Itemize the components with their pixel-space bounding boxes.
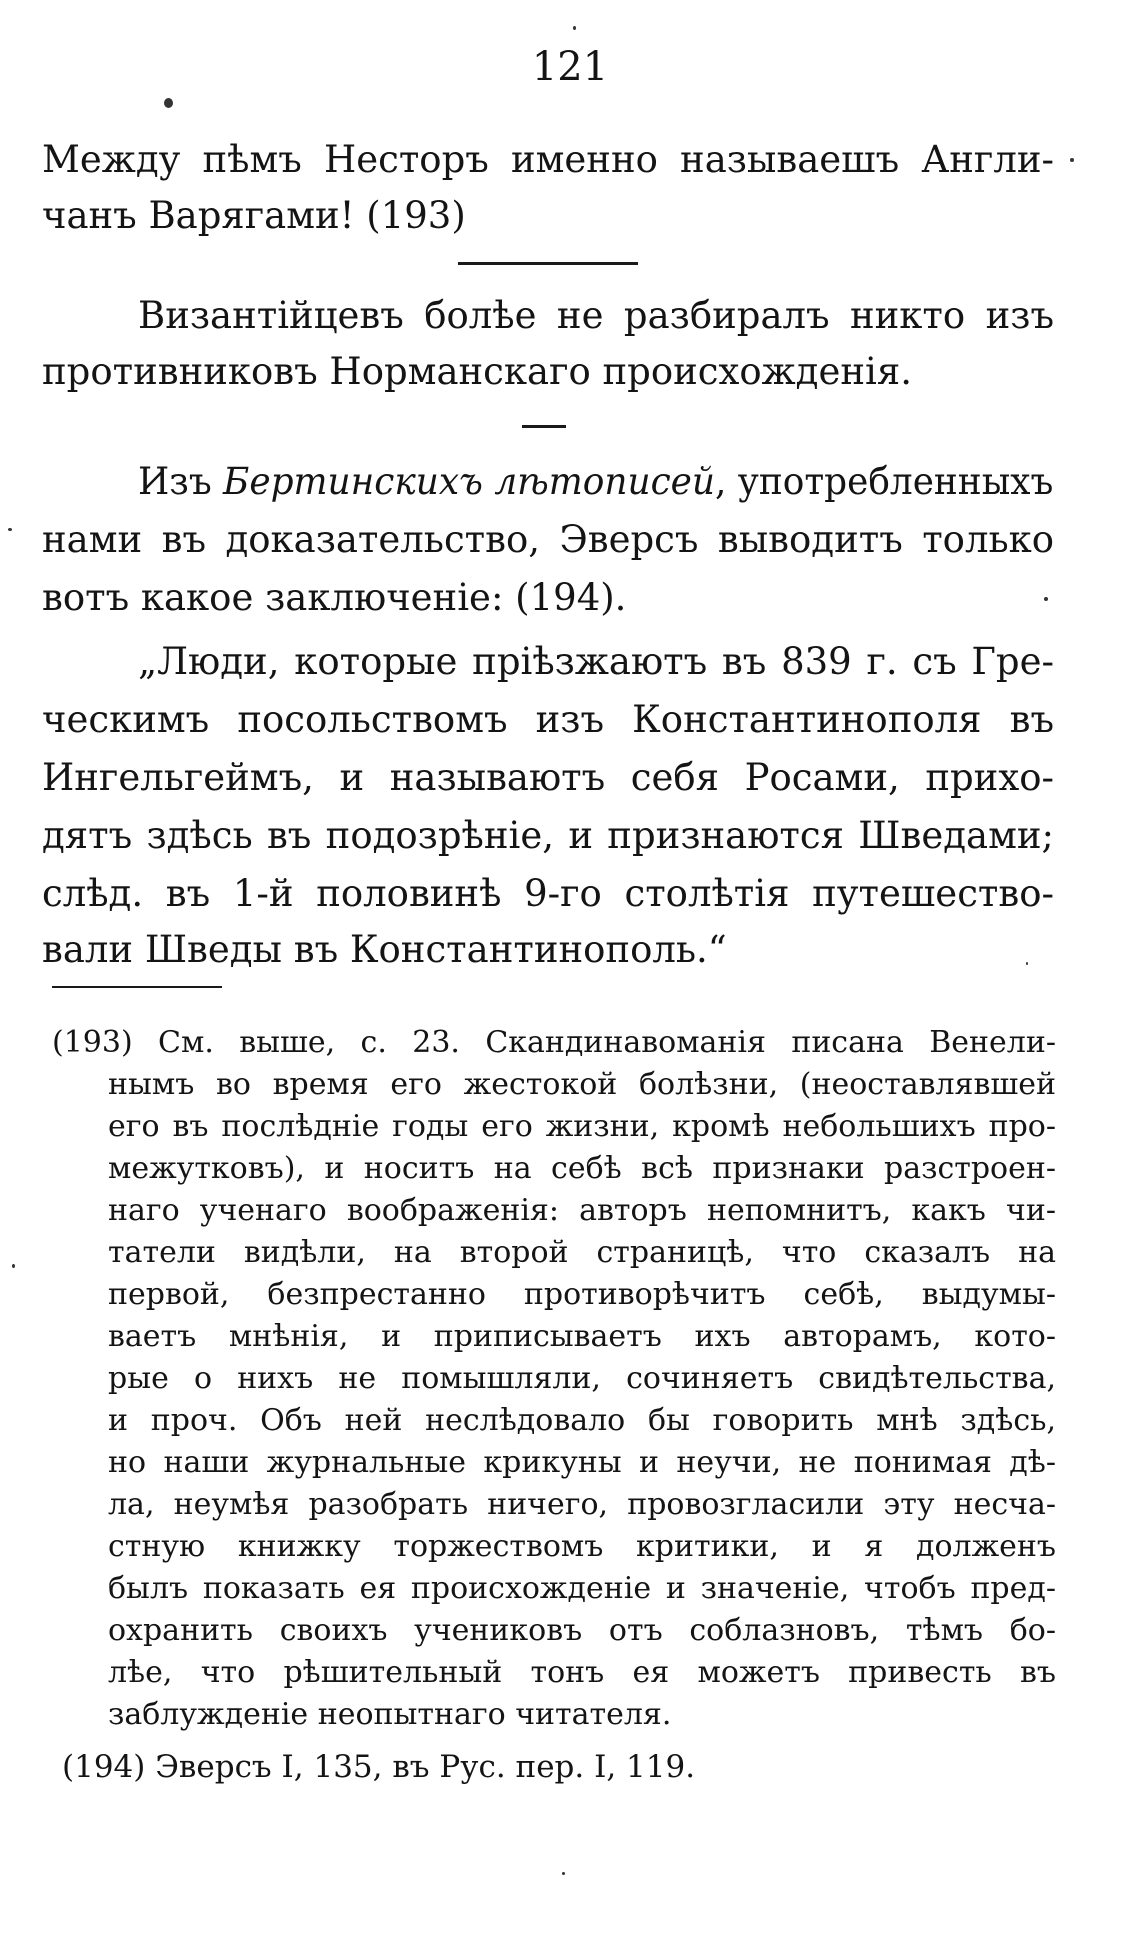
text-line: Ингельгеймъ, и называютъ себя Росами, прихо-: [42, 756, 1054, 799]
text-line: [138, 458, 1054, 506]
footnote-line: (194) Эверсъ I, 135, въ Рус. пер. I, 119.: [62, 1749, 696, 1785]
scan-speck: [562, 1872, 565, 1875]
footnote-line: рые о нихъ не помышляли, сочиняетъ свидѣтельства,: [108, 1361, 1056, 1396]
text-line: вотъ какое заключеніе: (194).: [42, 576, 627, 619]
footnote-line: межутковъ), и носитъ на себѣ всѣ признаки разстроен-: [108, 1151, 1056, 1186]
footnote-line: стную книжку торжествомъ критики, и я долженъ: [108, 1529, 1056, 1564]
scan-speck: [12, 1264, 15, 1268]
text-run: , употребленныхъ: [714, 460, 1054, 503]
footnote-line: былъ показать ея происхожденіе и значеніе, чтобъ пред-: [108, 1571, 1056, 1606]
footnote-line: и проч. Объ ней неслѣдовало бы говорить мнѣ здѣсь,: [108, 1403, 1056, 1438]
footnote-line: первой, безпрестанно противорѣчитъ себѣ, выдумы-: [108, 1277, 1056, 1312]
emphasized-title: Бертинскихъ лѣтописей: [223, 460, 715, 503]
footnote-line: нымъ во время его жестокой болѣзни, (неоставлявшей: [108, 1067, 1056, 1102]
section-divider: [522, 425, 566, 428]
scan-speck: [8, 528, 12, 531]
text-line: противниковъ Норманскаго происхожденія.: [42, 350, 912, 393]
footnote-line: ваетъ мнѣнія, и приписываетъ ихъ авторамъ, кото-: [108, 1319, 1056, 1354]
footnote-line: его въ послѣдніе годы его жизни, кромѣ небольшихъ про-: [108, 1109, 1056, 1144]
scan-speck: [573, 26, 576, 30]
text-line: чанъ Варягами! (193): [42, 194, 466, 237]
text-line: нами въ доказательство, Эверсъ выводитъ только: [42, 518, 1054, 561]
text-line: Византійцевъ болѣе не разбиралъ никто изъ: [138, 294, 1054, 337]
page-number: 121: [531, 44, 609, 90]
footnote-line: лѣе, что рѣшительный тонъ ея можетъ привесть въ: [108, 1655, 1056, 1690]
footnote-separator: [52, 986, 222, 988]
text-run: Изъ: [138, 460, 224, 503]
section-divider: [458, 262, 638, 265]
scan-speck: [1026, 962, 1028, 965]
footnote-line: ла, неумѣя разобрать ничего, провозгласили эту несча-: [108, 1487, 1056, 1522]
scan-speck: [1044, 597, 1048, 601]
scan-speck: [164, 98, 173, 108]
footnote-line: охранить своихъ учениковъ отъ соблазновъ, тѣмъ бо-: [108, 1613, 1056, 1648]
text-line: дятъ здѣсь въ подозрѣніе, и признаются Шведами;: [42, 814, 1054, 857]
text-line: „Люди, которые пріѣзжаютъ въ 839 г. съ Гре-: [138, 640, 1054, 683]
footnote-line: наго ученаго воображенія: авторъ непомнитъ, какъ чи-: [108, 1193, 1056, 1228]
text-line: Между пѣмъ Несторъ именно называешъ Англи-: [42, 138, 1054, 181]
text-line: ческимъ посольствомъ изъ Константинополя въ: [42, 698, 1054, 741]
footnote-line: (193) См. выше, с. 23. Скандинавоманія писана Венели-: [52, 1025, 1056, 1060]
scan-speck: [1070, 158, 1074, 162]
text-line: вали Шведы въ Константинополь.“: [42, 928, 727, 971]
footnote-line: татели видѣли, на второй страницѣ, что сказалъ на: [108, 1235, 1056, 1270]
text-line: слѣд. въ 1-й половинѣ 9-го столѣтія путешество-: [42, 872, 1054, 915]
footnote-line: но наши журнальные крикуны и неучи, не понимая дѣ-: [108, 1445, 1056, 1480]
footnote-line: заблужденіе неопытнаго читателя.: [108, 1697, 672, 1732]
